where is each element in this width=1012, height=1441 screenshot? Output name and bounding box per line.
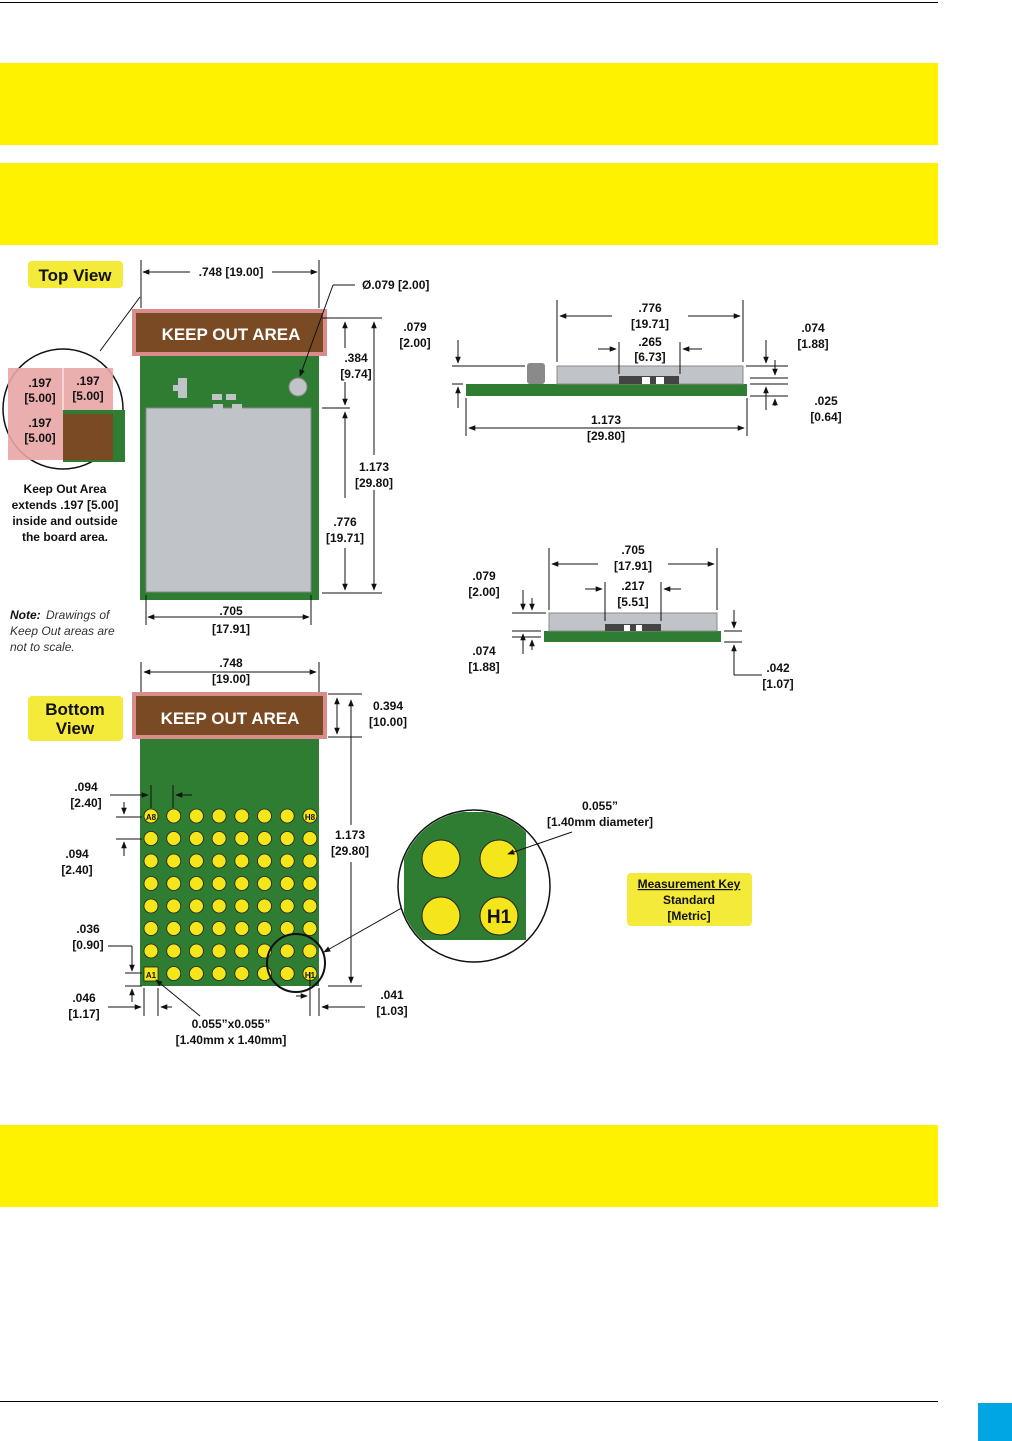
dim-776: .776 bbox=[333, 515, 357, 529]
measurement-key-line-2: [Metric] bbox=[667, 909, 711, 923]
s1-1173-mm: [29.80] bbox=[586, 429, 626, 443]
bga-pad bbox=[258, 832, 272, 846]
b-094b-mm: [2.40] bbox=[61, 863, 93, 877]
b-pad-size-mm: [1.40mm x 1.40mm] bbox=[175, 1033, 287, 1047]
s2-074-mm: [1.88] bbox=[468, 660, 500, 674]
s1-079-mm: [2.00] bbox=[399, 336, 431, 350]
bga-pad bbox=[280, 944, 294, 958]
b-748-mm: [19.00] bbox=[211, 672, 251, 686]
bga-pad bbox=[235, 854, 249, 868]
inset-c-mm: [5.00] bbox=[24, 431, 56, 445]
top-keepout-label: KEEP OUT AREA bbox=[161, 325, 301, 344]
top-rule bbox=[0, 2, 938, 3]
b-094a-mm: [2.40] bbox=[70, 796, 102, 810]
bga-pad bbox=[212, 944, 226, 958]
highlight-band-3 bbox=[0, 1125, 938, 1207]
bga-pad bbox=[258, 899, 272, 913]
bga-pad bbox=[235, 967, 249, 981]
b-0394-mm: [10.00] bbox=[368, 715, 408, 729]
note-label: Note: bbox=[10, 608, 41, 622]
s2-705-mm: [17.91] bbox=[613, 559, 653, 573]
bga-pad bbox=[167, 967, 181, 981]
s2-079-mm: [2.00] bbox=[468, 585, 500, 599]
measurement-key-title: Measurement Key bbox=[637, 877, 741, 891]
bga-pad bbox=[167, 877, 181, 891]
s2-079: .079 bbox=[472, 569, 496, 583]
bga-pad bbox=[235, 899, 249, 913]
side-view-short bbox=[468, 543, 793, 691]
mechanical-drawing bbox=[0, 250, 850, 1060]
s2-217: .217 bbox=[621, 579, 645, 593]
b-748: .748 bbox=[219, 656, 243, 670]
side-view-long bbox=[399, 300, 841, 443]
side2-pcb bbox=[544, 631, 721, 642]
s1-074-mm: [1.88] bbox=[797, 337, 829, 351]
b-046-mm: [1.17] bbox=[68, 1007, 100, 1021]
b-041-mm: [1.03] bbox=[376, 1004, 408, 1018]
bga-pad bbox=[189, 854, 203, 868]
inset-c: .197 bbox=[28, 416, 52, 430]
s1-776: .776 bbox=[638, 301, 662, 315]
inset-b: .197 bbox=[76, 374, 100, 388]
b-0394: 0.394 bbox=[372, 699, 404, 713]
bga-pad bbox=[303, 922, 317, 936]
s1-265-mm: [6.73] bbox=[634, 350, 666, 364]
b-094a: .094 bbox=[74, 780, 98, 794]
bga-pad bbox=[303, 877, 317, 891]
keepout-note-1: Keep Out Area bbox=[23, 482, 107, 496]
dim-705-mm: [17.91] bbox=[211, 622, 251, 636]
keepout-note-2: extends .197 [5.00] bbox=[11, 498, 119, 512]
dim-776-mm: [19.71] bbox=[325, 531, 365, 545]
b-pad-size: 0.055”x0.055” bbox=[191, 1017, 271, 1031]
bga-pad bbox=[167, 832, 181, 846]
bga-pad bbox=[303, 899, 317, 913]
bga-pad bbox=[189, 877, 203, 891]
bga-pad bbox=[303, 944, 317, 958]
highlight-band-1 bbox=[0, 63, 938, 145]
bga-pad bbox=[189, 944, 203, 958]
b-pad-dia: 0.055” bbox=[581, 799, 619, 813]
bga-pad bbox=[235, 832, 249, 846]
bga-pad bbox=[258, 854, 272, 868]
bga-pad bbox=[212, 922, 226, 936]
s1-074: .074 bbox=[801, 321, 825, 335]
highlight-band-2 bbox=[0, 163, 938, 245]
zoom-pad-2 bbox=[480, 840, 518, 878]
bga-pad bbox=[280, 854, 294, 868]
side1-pcb bbox=[466, 384, 747, 396]
bga-pad bbox=[167, 809, 181, 823]
bga-pad bbox=[167, 899, 181, 913]
bga-pad bbox=[212, 877, 226, 891]
note-line-1: Drawings of bbox=[46, 608, 110, 622]
component-4 bbox=[226, 394, 236, 400]
b-036-mm: [0.90] bbox=[72, 938, 104, 952]
s2-705: .705 bbox=[621, 543, 645, 557]
component-2 bbox=[173, 385, 181, 391]
bga-pad bbox=[235, 922, 249, 936]
s1-1173: 1.173 bbox=[590, 413, 622, 427]
zoom-pin-label: H1 bbox=[486, 907, 512, 928]
zoom-pad-3 bbox=[422, 897, 460, 935]
bga-pad bbox=[280, 899, 294, 913]
bga-pad bbox=[189, 922, 203, 936]
component-3 bbox=[212, 394, 222, 400]
bga-pad bbox=[280, 877, 294, 891]
b-036: .036 bbox=[76, 922, 100, 936]
bga-pad bbox=[189, 899, 203, 913]
inset-a-mm: [5.00] bbox=[24, 391, 56, 405]
component-6 bbox=[232, 404, 242, 409]
bga-pad bbox=[303, 854, 317, 868]
bga-pad bbox=[144, 944, 158, 958]
bga-pad bbox=[189, 809, 203, 823]
top-view-title: Top View bbox=[38, 266, 112, 285]
bga-pad bbox=[235, 944, 249, 958]
bottom-view-title-2: View bbox=[55, 719, 95, 738]
bga-pad bbox=[235, 877, 249, 891]
keepout-note-4: the board area. bbox=[21, 530, 109, 544]
bga-pad bbox=[167, 854, 181, 868]
dim-1173: 1.173 bbox=[358, 460, 390, 474]
bga-pad bbox=[144, 922, 158, 936]
b-pad-dia-mm: [1.40mm diameter] bbox=[546, 815, 654, 829]
s1-776-mm: [19.71] bbox=[630, 317, 670, 331]
hole-dim: Ø.079 [2.00] bbox=[362, 278, 430, 292]
s2-042: .042 bbox=[766, 661, 790, 675]
dim-705: .705 bbox=[219, 604, 243, 618]
page-corner-tab bbox=[978, 1403, 1012, 1441]
inset-b-mm: [5.00] bbox=[72, 389, 104, 403]
bga-pad bbox=[212, 832, 226, 846]
bottom-view bbox=[28, 656, 653, 1047]
bga-pad bbox=[144, 899, 158, 913]
bga-pad bbox=[235, 809, 249, 823]
bga-pad bbox=[212, 809, 226, 823]
bga-pad bbox=[212, 967, 226, 981]
pin-h1-label: H1 bbox=[304, 971, 316, 980]
bga-pad bbox=[258, 877, 272, 891]
s1-025: .025 bbox=[814, 394, 838, 408]
side1-connector bbox=[527, 363, 545, 384]
dim-384: .384 bbox=[344, 351, 368, 365]
bga-pad bbox=[212, 854, 226, 868]
s2-042-mm: [1.07] bbox=[762, 677, 794, 691]
bga-pad bbox=[303, 832, 317, 846]
b-1173-mm: [29.80] bbox=[330, 844, 370, 858]
zoom-pad-1 bbox=[422, 840, 460, 878]
bga-pad bbox=[144, 832, 158, 846]
top-view bbox=[3, 260, 429, 654]
s2-217-mm: [5.51] bbox=[617, 595, 649, 609]
bga-pad bbox=[167, 944, 181, 958]
bga-pad bbox=[258, 922, 272, 936]
bga-pad bbox=[280, 832, 294, 846]
b-1173: 1.173 bbox=[334, 828, 366, 842]
bga-pad bbox=[144, 854, 158, 868]
bottom-keepout-label: KEEP OUT AREA bbox=[160, 709, 300, 728]
pin-a8-label: A8 bbox=[145, 813, 157, 822]
inset-a: .197 bbox=[28, 376, 52, 390]
s1-079: .079 bbox=[403, 320, 427, 334]
note-line-2: Keep Out areas are bbox=[10, 624, 115, 638]
s1-265: .265 bbox=[638, 335, 662, 349]
bga-pad bbox=[258, 809, 272, 823]
s1-025-mm: [0.64] bbox=[810, 410, 842, 424]
measurement-key bbox=[627, 873, 752, 926]
dim-1173-mm: [29.80] bbox=[354, 476, 394, 490]
antenna-hole bbox=[289, 378, 307, 396]
keepout-note-3: inside and outside bbox=[12, 514, 118, 528]
note-line-3: not to scale. bbox=[10, 640, 75, 654]
pin-h8-label: H8 bbox=[304, 813, 316, 822]
bga-pad bbox=[189, 967, 203, 981]
bga-pad bbox=[280, 967, 294, 981]
dim-384-mm: [9.74] bbox=[340, 367, 372, 381]
b-046: .046 bbox=[72, 991, 96, 1005]
top-width-dim: .748 [19.00] bbox=[198, 265, 264, 279]
s2-074: .074 bbox=[472, 644, 496, 658]
b-094b: .094 bbox=[65, 847, 89, 861]
shield-can bbox=[146, 408, 311, 592]
measurement-key-line-1: Standard bbox=[662, 893, 716, 907]
bga-pad bbox=[167, 922, 181, 936]
pin-a1-label: A1 bbox=[145, 971, 157, 980]
bottom-view-title-1: Bottom bbox=[45, 700, 105, 719]
bga-pad bbox=[212, 899, 226, 913]
bga-pad bbox=[280, 809, 294, 823]
bga-pad bbox=[144, 877, 158, 891]
bottom-rule bbox=[0, 1401, 938, 1402]
component-5 bbox=[213, 404, 223, 409]
b-041: .041 bbox=[380, 988, 404, 1002]
bga-pad bbox=[189, 832, 203, 846]
